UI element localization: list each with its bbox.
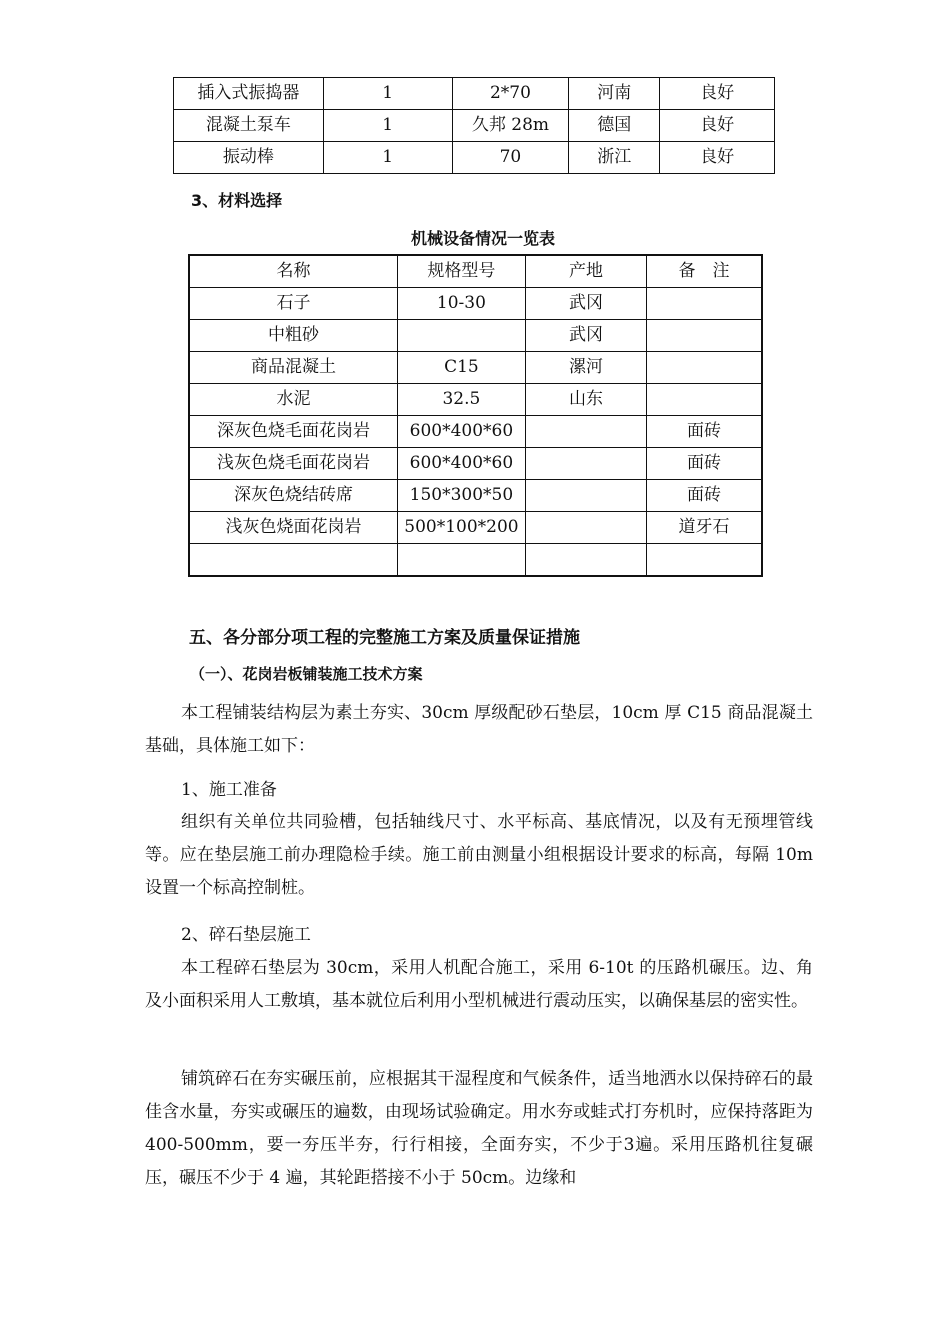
table-cell: 河南	[569, 78, 660, 110]
table-cell	[525, 448, 646, 480]
table-row	[189, 320, 762, 352]
table-row	[189, 544, 762, 577]
subsection-1-title: （一）、花岗岩板铺装施工技术方案	[190, 665, 423, 683]
table-cell: 久邦 28m	[452, 110, 569, 142]
step-2-title: 2、碎石垫层施工	[181, 925, 311, 945]
column-header: 产地	[525, 255, 646, 288]
table-cell: 武冈	[525, 288, 646, 320]
table-row	[189, 480, 762, 512]
table-cell: 山东	[525, 384, 646, 416]
table-cell	[647, 352, 762, 384]
table-cell	[525, 416, 646, 448]
table-cell: 浅灰色烧面花岗岩	[189, 512, 397, 544]
paragraph-step-2a: 本工程碎石垫层为 30cm，采用人机配合施工，采用 6-10t 的压路机碾压。边、角及小面积采用人工敷填，基本就位后利用小型机械进行震动压实，以确保基层的密实性。	[145, 958, 813, 1011]
table-row	[189, 384, 762, 416]
table-row	[189, 352, 762, 384]
table-cell: 2*70	[452, 78, 569, 110]
materials-table	[188, 254, 763, 577]
table-cell: C15	[397, 352, 525, 384]
table-cell: 武冈	[525, 320, 646, 352]
table-row	[189, 288, 762, 320]
table-cell: 深灰色烧毛面花岗岩	[189, 416, 397, 448]
table-cell: 10-30	[397, 288, 525, 320]
paragraph-intro: 本工程铺装结构层为素土夯实、30cm 厚级配砂石垫层，10cm 厚 C15 商品混凝土基础，具体施工如下：	[145, 703, 813, 756]
table-row	[174, 78, 775, 110]
table-cell: 面砖	[647, 480, 762, 512]
table-cell: 德国	[569, 110, 660, 142]
table-cell: 面砖	[647, 448, 762, 480]
table-cell: 浅灰色烧毛面花岗岩	[189, 448, 397, 480]
table-cell: 混凝土泵车	[174, 110, 324, 142]
table-cell: 水泥	[189, 384, 397, 416]
table-cell	[397, 320, 525, 352]
section-5-title: 五、各分部分项工程的完整施工方案及质量保证措施	[189, 628, 580, 648]
table-cell	[647, 320, 762, 352]
table-cell	[647, 544, 762, 577]
table-row	[189, 512, 762, 544]
table-cell: 中粗砂	[189, 320, 397, 352]
table-cell	[647, 384, 762, 416]
table-row	[174, 142, 775, 174]
table-cell: 插入式振捣器	[174, 78, 324, 110]
table-cell: 32.5	[397, 384, 525, 416]
table-cell: 振动棒	[174, 142, 324, 174]
table-cell	[647, 288, 762, 320]
table-cell: 良好	[660, 110, 775, 142]
column-header: 备 注	[647, 255, 762, 288]
table-cell	[525, 512, 646, 544]
table-cell: 150*300*50	[397, 480, 525, 512]
table-cell: 商品混凝土	[189, 352, 397, 384]
table-cell: 600*400*60	[397, 448, 525, 480]
paragraph-step-1: 组织有关单位共同验槽，包括轴线尺寸、水平标高、基底情况，以及有无预埋管线等。应在垫层施工前办理隐检手续。施工前由测量小组根据设计要求的标高，每隔 10m 设置一个标高控制桩。	[145, 812, 813, 898]
column-header: 规格型号	[397, 255, 525, 288]
table-header-row	[189, 255, 762, 288]
table-cell	[189, 544, 397, 577]
table-cell: 深灰色烧结砖席	[189, 480, 397, 512]
table-cell: 道牙石	[647, 512, 762, 544]
table-cell: 600*400*60	[397, 416, 525, 448]
table-title: 机械设备情况一览表	[411, 229, 556, 248]
table-cell: 1	[323, 110, 452, 142]
table-cell: 面砖	[647, 416, 762, 448]
table-cell: 1	[323, 142, 452, 174]
table-cell: 500*100*200	[397, 512, 525, 544]
equipment-table	[173, 77, 775, 174]
table-row	[189, 416, 762, 448]
column-header: 名称	[189, 255, 397, 288]
table-row	[189, 448, 762, 480]
table-cell	[525, 480, 646, 512]
paragraph-step-2b: 铺筑碎石在夯实碾压前，应根据其干湿程度和气候条件，适当地洒水以保持碎石的最佳含水量，夯实或碾压的遍数，由现场试验确定。用水夯或蛙式打夯机时，应保持落距为400-500mm，要一夯压半夯，行行相接，全面夯实，不少于3遍。采用压路机往复碾压，碾压不少于 4 遍，其轮距搭接不小于 50cm。边缘和	[145, 1069, 813, 1188]
table-cell: 石子	[189, 288, 397, 320]
table-cell: 浙江	[569, 142, 660, 174]
section-3-title: 3、材料选择	[191, 191, 283, 210]
table-cell	[525, 544, 646, 577]
step-1-title: 1、施工准备	[181, 780, 277, 800]
table-row	[174, 110, 775, 142]
table-cell: 良好	[660, 142, 775, 174]
table-cell: 1	[323, 78, 452, 110]
table-cell: 良好	[660, 78, 775, 110]
table-cell: 70	[452, 142, 569, 174]
table-cell: 漯河	[525, 352, 646, 384]
table-cell	[397, 544, 525, 577]
